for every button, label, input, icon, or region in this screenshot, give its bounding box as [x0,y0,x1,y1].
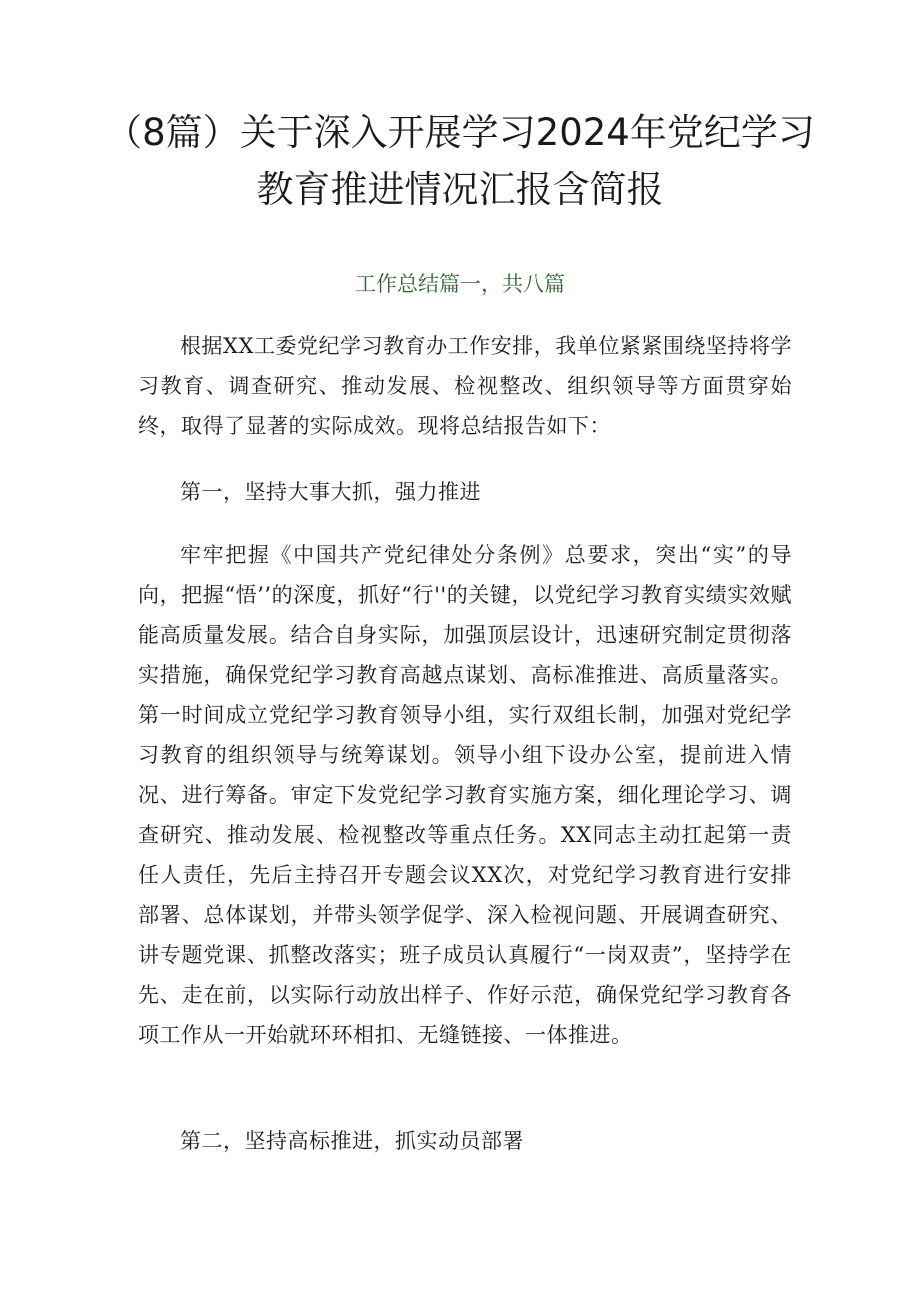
section-heading-2: 第二，坚持高标推进，抓实动员部署 [180,1129,524,1153]
section-heading-1: 第一，坚持大事大抓，强力推进 [180,480,481,504]
intro-paragraph: 根据XX工委党纪学习教育办工作安排，我单位紧紧围绕坚持将学习教育、调查研究、推动发展、检视整改、组织领导等方面贯穿始终，取得了显著的实际成效。现将总结报告如下： [138,334,792,438]
section-body-1: 牢牢把握《中国共产党纪律处分条例》总要求，突出“实”的导向，把握“悟’’的深度，抓好“行''的关键，以党纪学习教育实绩实效赋能高质量发展。结合自身实际，加强顶层设计，迅速研究制定贯彻落实措施，确保党纪学习教育高越点谋划、高标准推进、高质量落实。第一时间成立党纪学习教育领导小组，实行双组长制，加强对党纪学习教育的组织领导与统筹谋划。领导小组下设办公室，提前进入情况、进行筹备。审定下发党纪学习教育实施方案，细化理论学习、调查研究、推动发展、检视整改等重点任务。XX同志主动扛起第一责任人责任，先后主持召开专题会议XX次，对党纪学习教育进行安排部署、总体谋划，并带头领学促学、深入检视问题、开展调查研究、讲专题党课、抓整改落实；班子成员认真履行“一岗双责”，坚持学在先、走在前，以实际行动放出样子、作好示范，确保党纪学习教育各项工作从一开始就环环相扣、无缝链接、一体推进。 [138,543,792,1047]
document-subtitle: 工作总结篇一，共八篇 [355,272,565,296]
document-title: （8篇）关于深入开展学习2024年党纪学习教育推进情况汇报含简报 [105,111,815,211]
